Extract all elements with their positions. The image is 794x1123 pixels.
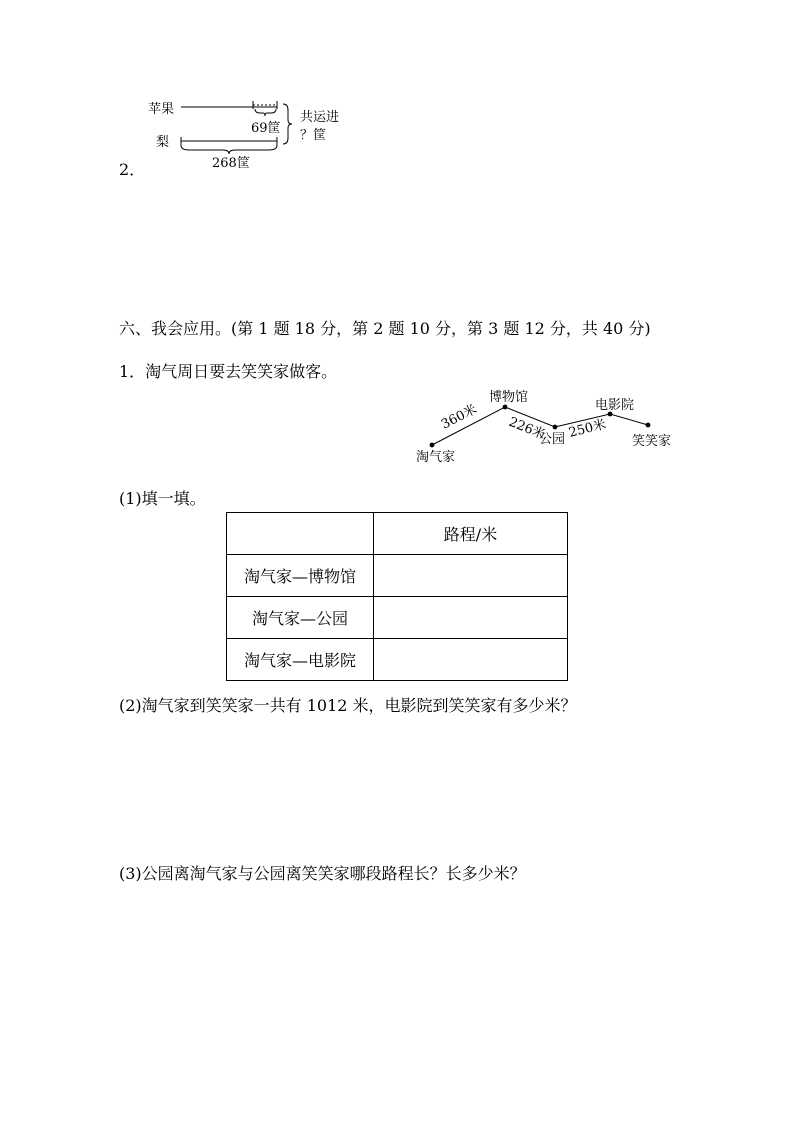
route-point-taoqi-home — [430, 443, 435, 448]
table-cell-route: 淘气家—博物馆 — [227, 555, 374, 597]
table-cell-route: 淘气家—电影院 — [227, 639, 374, 681]
distance-label-1: 360米 — [439, 402, 480, 433]
place-label-cinema: 电影院 — [595, 398, 635, 413]
table-row — [227, 639, 568, 681]
table-row — [227, 597, 568, 639]
table-cell-answer — [374, 639, 568, 681]
apple-label: 苹果 — [148, 102, 175, 117]
table-header-cell: 路程/米 — [374, 513, 568, 555]
total-label-top: 共运进 — [300, 110, 340, 125]
table-cell-route: 淘气家—公园 — [227, 597, 374, 639]
part-2-question: (2)淘气家到笑笑家一共有 1012 米，电影院到笑笑家有多少米？ — [119, 696, 577, 715]
place-label-museum: 博物馆 — [489, 390, 529, 405]
route-map — [410, 385, 690, 470]
table-header-cell — [227, 513, 374, 555]
route-point-xiaoxiao-home — [646, 423, 651, 428]
distance-table — [226, 512, 568, 681]
place-label-xiaoxiao-home: 笑笑家 — [632, 434, 672, 449]
table-header-row — [227, 513, 568, 555]
difference-label: 69筐 — [251, 121, 281, 136]
part-3-question: (3)公园离淘气家与公园离笑笑家哪段路程长？长多少米？ — [119, 864, 526, 883]
place-label-park: 公园 — [539, 432, 566, 447]
table-row — [227, 555, 568, 597]
distance-label-3: 250米 — [567, 417, 608, 441]
route-point-park — [553, 425, 558, 430]
question-1-stem: 1．淘气周日要去笑笑家做客。 — [119, 362, 338, 381]
question-number-2: 2． — [119, 160, 146, 179]
part-1-label: (1)填一填。 — [119, 489, 206, 508]
pear-total-label: 268筐 — [212, 156, 250, 171]
place-label-taoqi-home: 淘气家 — [416, 450, 456, 465]
table-cell-answer — [374, 555, 568, 597]
section-heading: 六、我会应用。(第 1 题 18 分，第 2 题 10 分，第 3 题 12 分，共 40 分) — [119, 319, 651, 338]
total-label-bottom: ？筐 — [300, 128, 327, 143]
table-cell-answer — [374, 597, 568, 639]
distance-label-2: 226米 — [506, 414, 548, 443]
route-point-museum — [503, 405, 508, 410]
pear-label: 梨 — [156, 135, 170, 150]
